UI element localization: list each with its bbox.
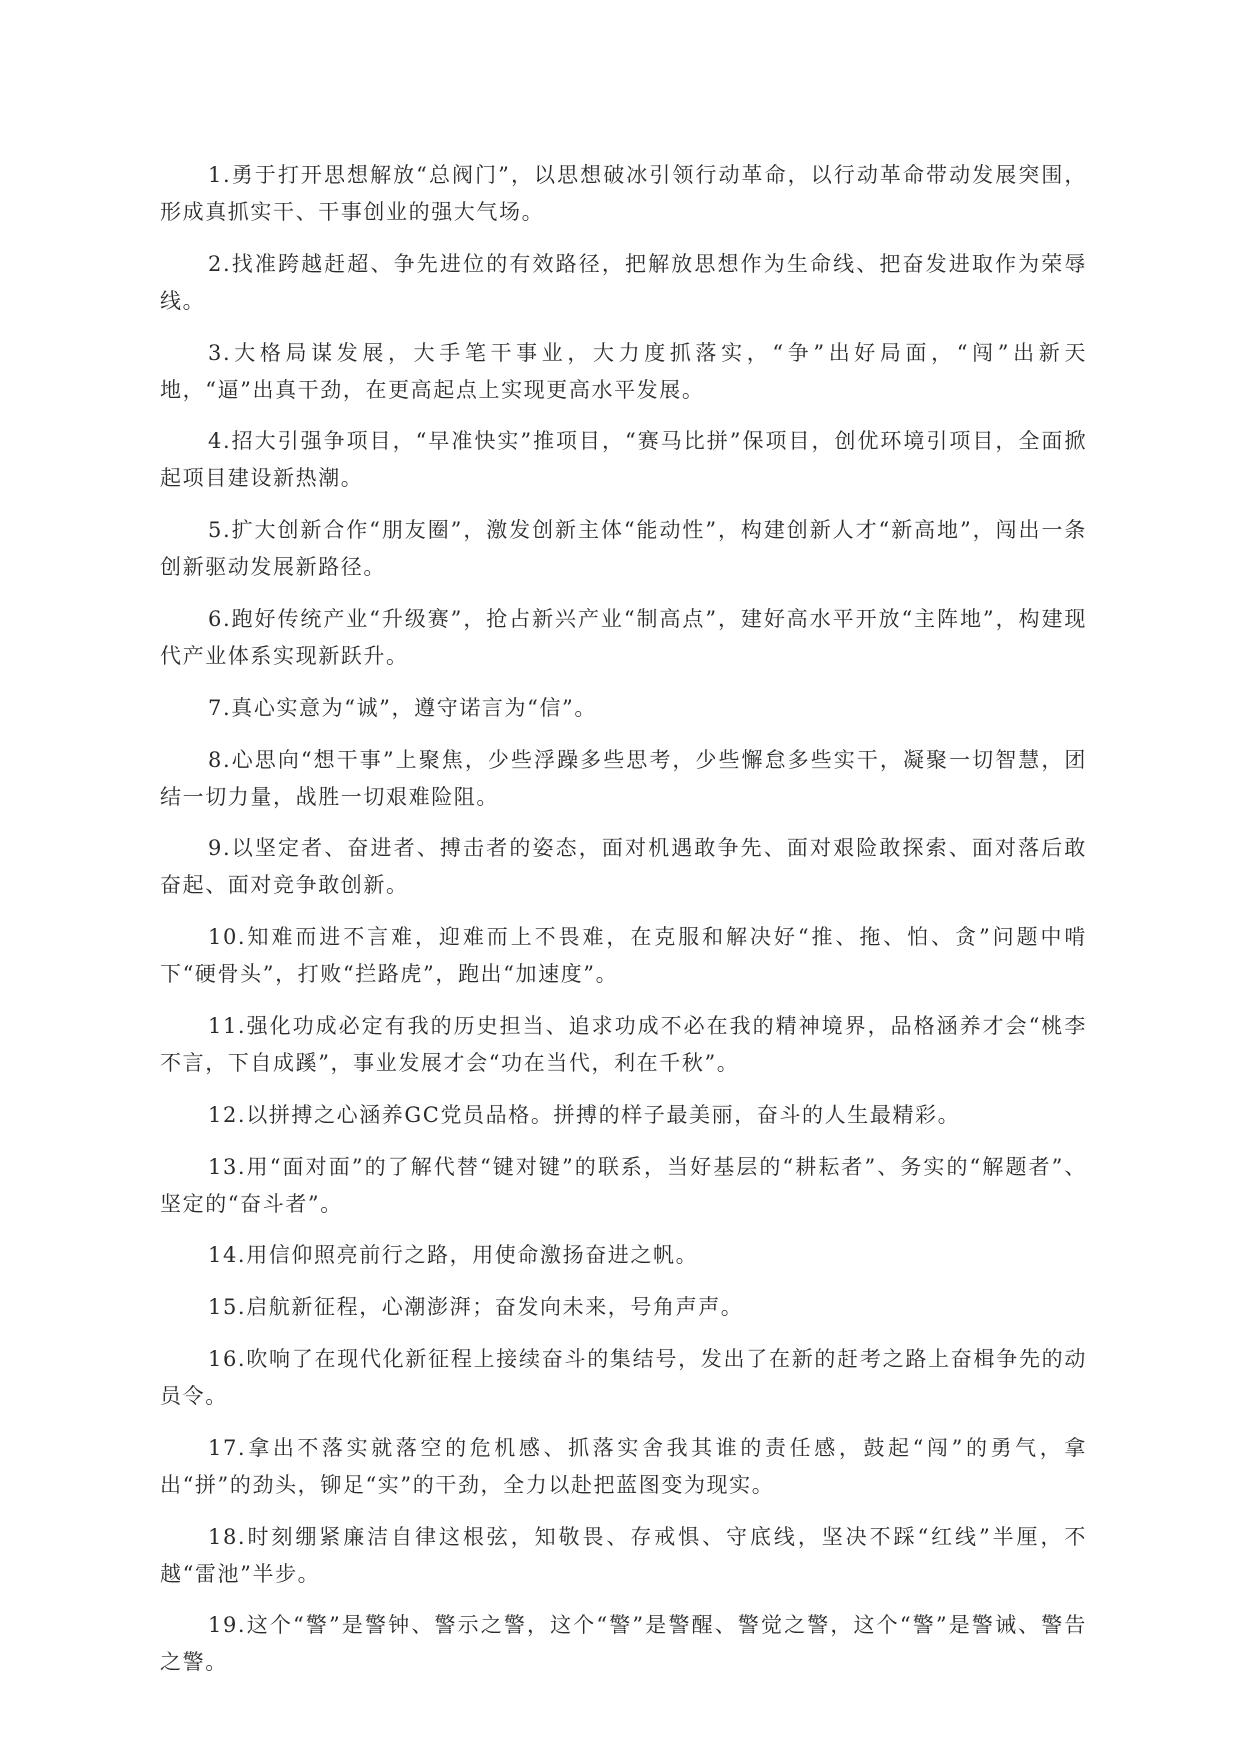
paragraph-number: 9. [208, 836, 232, 861]
paragraph-4 [160, 423, 1087, 497]
paragraph-3 [160, 335, 1087, 409]
paragraph-text: 找准跨越赶超、争先进位的有效路径，把解放思想作为生命线、把奋发进取作为荣辱线。 [160, 251, 1087, 313]
paragraph-number: 5. [208, 518, 232, 543]
paragraph-text: 拿出不落实就落空的危机感、抓落实舍我其谁的责任感，鼓起“闯”的勇气，拿出“拼”的劲头，铆足“实”的干劲，全力以赴把蓝图变为现实。 [160, 1435, 1087, 1497]
paragraph-11 [160, 1008, 1087, 1082]
paragraph-9 [160, 830, 1087, 904]
paragraph-18 [160, 1519, 1087, 1593]
paragraph-text: 跑好传统产业“升级赛”，抢占新兴产业“制高点”，建好高水平开放“主阵地”，构建现代产业体系实现新跃升。 [160, 606, 1087, 668]
paragraph-number: 17. [208, 1435, 247, 1460]
paragraph-text: 扩大创新合作“朋友圈”，激发创新主体“能动性”，构建创新人才“新高地”，闯出一条创新驱动发展新路径。 [160, 518, 1087, 580]
paragraph-16 [160, 1341, 1087, 1415]
paragraph-text: 启航新征程，心潮澎湃；奋发向未来，号角声声。 [246, 1295, 744, 1320]
paragraph-17 [160, 1430, 1087, 1504]
paragraph-number: 12. [208, 1102, 247, 1127]
paragraph-10 [160, 919, 1087, 993]
paragraph-number: 4. [208, 429, 232, 454]
paragraph-19 [160, 1607, 1087, 1681]
paragraph-number: 11. [208, 1013, 247, 1038]
paragraph-text: 勇于打开思想解放“总阀门”，以思想破冰引领行动革命，以行动革命带动发展突围，形成真抓实干、干事创业的强大气场。 [160, 163, 1087, 224]
paragraph-number: 14. [208, 1243, 247, 1268]
paragraph-7 [160, 690, 1087, 727]
paragraph-number: 3. [208, 340, 232, 365]
paragraph-text: 吹响了在现代化新征程上接续奋斗的集结号，发出了在新的赶考之路上奋楫争先的动员令。 [160, 1346, 1087, 1408]
paragraph-number: 6. [208, 606, 232, 631]
paragraph-number: 15. [208, 1295, 247, 1320]
paragraph-text: 真心实意为“诚”，遵守诺言为“信”。 [231, 695, 597, 720]
paragraph-text: 强化功成必定有我的历史担当、追求功成不必在我的精神境界，品格涵养才会“桃李不言，下自成蹊”，事业发展才会“功在当代，利在千秋”。 [160, 1013, 1087, 1075]
paragraph-8 [160, 742, 1087, 816]
paragraph-number: 1. [208, 163, 232, 187]
paragraph-number: 16. [208, 1346, 247, 1371]
paragraph-number: 13. [208, 1154, 247, 1179]
paragraph-text: 大格局谋发展，大手笔干事业，大力度抓落实，“争”出好局面，“闯”出新天地，“逼”出真干劲，在更高起点上实现更高水平发展。 [160, 340, 1087, 402]
paragraph-number: 18. [208, 1524, 247, 1549]
paragraph-2 [160, 246, 1087, 320]
paragraph-12 [160, 1097, 1087, 1134]
paragraph-13 [160, 1149, 1087, 1223]
paragraph-text: 知难而进不言难，迎难而上不畏难，在克服和解决好“推、拖、怕、贪”问题中啃下“硬骨头”，打败“拦路虎”，跑出“加速度”。 [160, 925, 1087, 987]
paragraph-number: 8. [208, 747, 232, 772]
paragraph-15 [160, 1289, 1087, 1326]
paragraph-text: 心思向“想干事”上聚焦，少些浮躁多些思考，少些懈怠多些实干，凝聚一切智慧，团结一切力量，战胜一切艰难险阻。 [160, 747, 1087, 809]
paragraph-text: 时刻绷紧廉洁自律这根弦，知敬畏、存戒惧、守底线，坚决不踩“红线”半厘，不越“雷池”半步。 [160, 1524, 1087, 1586]
paragraph-text: 用信仰照亮前行之路，用使命激扬奋进之帆。 [246, 1243, 699, 1268]
paragraph-text: 这个“警”是警钟、警示之警，这个“警”是警醒、警觉之警，这个“警”是警诫、警告之警。 [160, 1613, 1087, 1675]
paragraph-text: 以坚定者、奋进者、搏击者的姿态，面对机遇敢争先、面对艰险敢探索、面对落后敢奋起、面对竞争敢创新。 [160, 836, 1087, 898]
paragraph-number: 10. [208, 925, 247, 950]
paragraph-1 [160, 157, 1087, 231]
paragraph-6 [160, 601, 1087, 675]
paragraph-number: 2. [208, 251, 232, 276]
paragraph-number: 7. [208, 695, 232, 720]
paragraph-text: 用“面对面”的了解代替“键对键”的联系，当好基层的“耕耘者”、务实的“解题者”、坚定的“奋斗者”。 [160, 1154, 1087, 1216]
paragraph-text: 招大引强争项目，“早准快实”推项目，“赛马比拼”保项目，创优环境引项目，全面掀起项目建设新热潮。 [160, 429, 1087, 491]
document-body [160, 157, 1087, 1696]
paragraph-number: 19. [208, 1613, 247, 1638]
paragraph-14 [160, 1237, 1087, 1274]
paragraph-5 [160, 512, 1087, 586]
paragraph-text: 以拼搏之心涵养GC党员品格。拼搏的样子最美丽，奋斗的人生最精彩。 [246, 1102, 961, 1127]
